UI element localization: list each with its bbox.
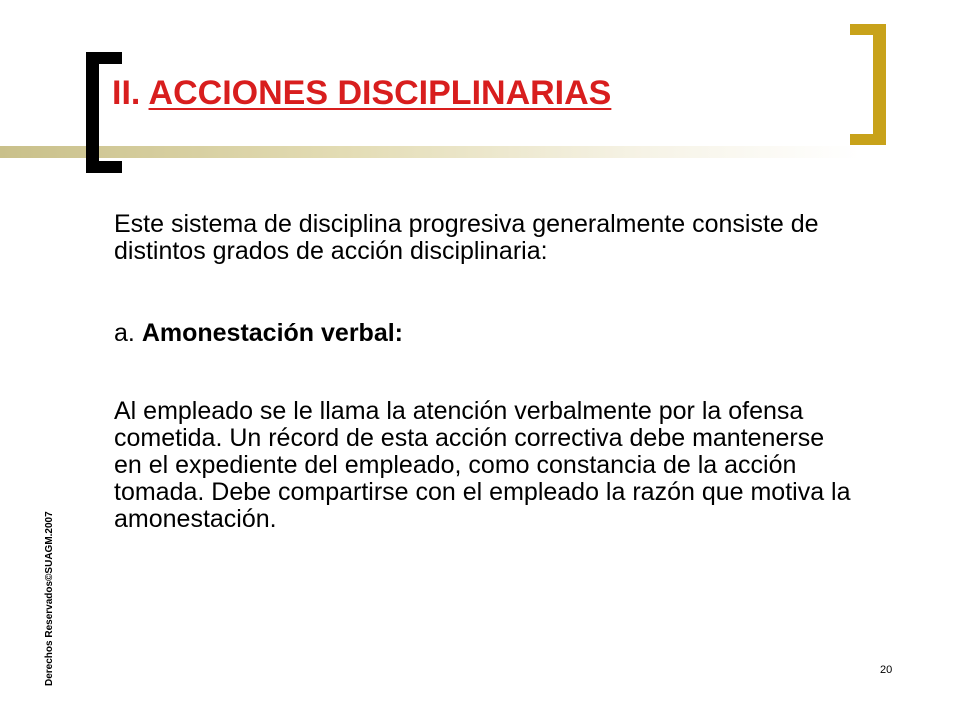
slide-title (112, 74, 611, 113)
left-bracket-decoration (86, 52, 99, 173)
right-bracket-decoration (873, 24, 886, 145)
decorative-gradient-bar (0, 146, 860, 158)
item-prefix: a. (114, 319, 135, 347)
left-bracket-bottom (86, 161, 122, 173)
copyright-vertical-text: Derechos Reservados©SUAGM.2007 (44, 511, 55, 686)
right-bracket-bottom (850, 134, 886, 145)
item-heading (114, 320, 854, 347)
page-number: 20 (880, 664, 893, 676)
item-title: Amonestación verbal: (141, 319, 403, 347)
left-bracket-top (86, 52, 122, 64)
title-text: ACCIONES DISCIPLINARIAS (148, 74, 612, 112)
intro-paragraph: Este sistema de disciplina progresiva generalmente consiste de distintos grados de acción disciplinaria: (114, 210, 819, 265)
item-body-paragraph: Al empleado se le llama la atención verbalmente por la ofensa cometida. Un récord de esta acción correctiva debe mantenerse en el expediente del empleado, como constancia de la acción tomada. Debe compartirse con el empleado la razón que motiva la amonestación. (114, 397, 851, 533)
right-bracket-top (850, 24, 886, 35)
title-prefix: II. (112, 74, 141, 112)
